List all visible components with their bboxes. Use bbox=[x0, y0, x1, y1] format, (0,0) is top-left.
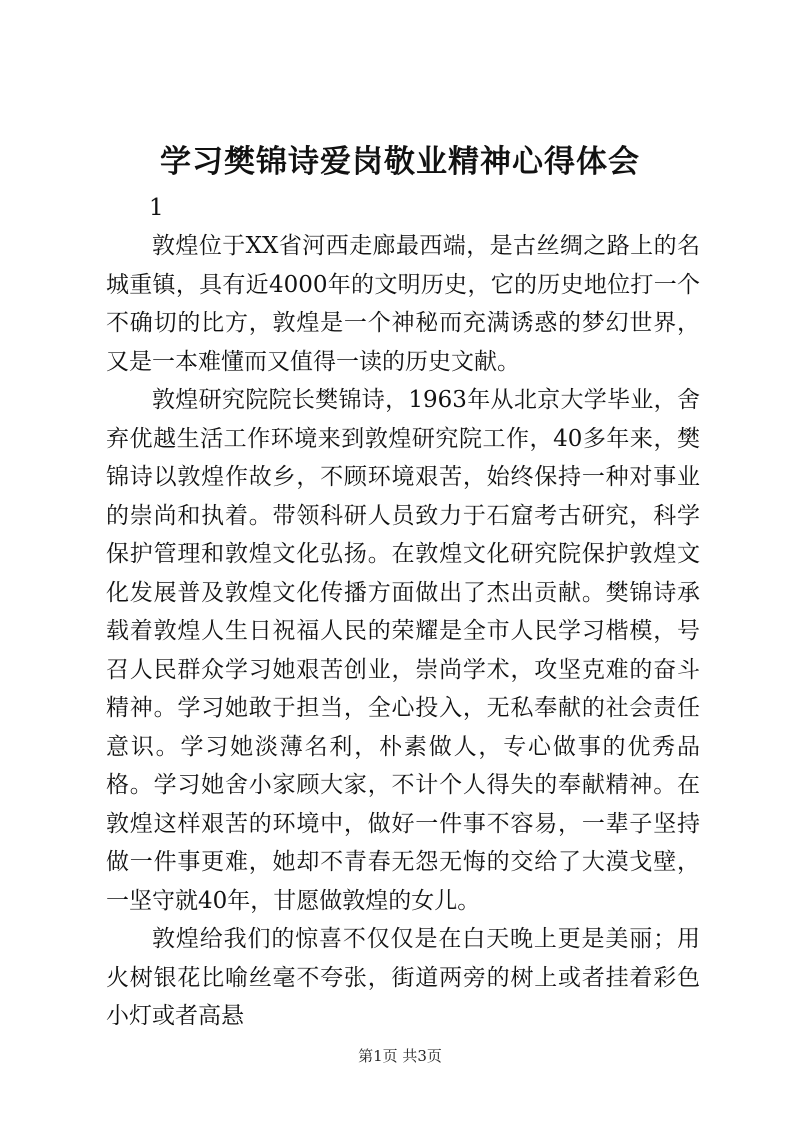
document-body bbox=[106, 227, 700, 1036]
section-number: 1 bbox=[149, 195, 164, 221]
document-title: 学习樊锦诗爱岗敬业精神心得体会 bbox=[160, 144, 640, 180]
paragraph-1: 敦煌位于XX省河西走廊最西端，是古丝绸之路上的名城重镇，具有近4000年的文明历史，它的历史地位打一个不确切的比方，敦煌是一个神秘而充满诱惑的梦幻世界，又是一本难懂而又值得一读的历史文献。 bbox=[106, 233, 700, 375]
paragraph-2: 敦煌研究院院长樊锦诗，1963年从北京大学毕业，舍弃优越生活工作环境来到敦煌研究院工作，40多年来，樊锦诗以敦煌作故乡，不顾环境艰苦，始终保持一种对事业的崇尚和执着。带领科研人员致力于石窟考古研究，科学保护管理和敦煌文化弘扬。在敦煌文化研究院保护敦煌文化发展普及敦煌文化传播方面做出了杰出贡献。樊锦诗承载着敦煌人生日祝福人民的荣耀是全市人民学习楷模，号召人民群众学习她艰苦创业，崇尚学术，攻坚克难的奋斗精神。学习她敢于担当，全心投入，无私奉献的社会责任意识。学习她淡薄名利，朴素做人，专心做事的优秀品格。学习她舍小家顾大家，不计个人得失的奉献精神。在敦煌这样艰苦的环境中，做好一件事不容易，一辈子坚持做一件事更难，她却不青春无怨无悔的交给了大漠戈壁，一坚守就40年，甘愿做敦煌的女儿。 bbox=[106, 387, 700, 914]
page-footer: 第1页 共3页 bbox=[358, 1047, 442, 1065]
paragraph-3: 敦煌给我们的惊喜不仅仅是在白天晚上更是美丽；用火树银花比喻丝毫不夸张，街道两旁的树上或者挂着彩色小灯或者高悬 bbox=[106, 926, 700, 1029]
